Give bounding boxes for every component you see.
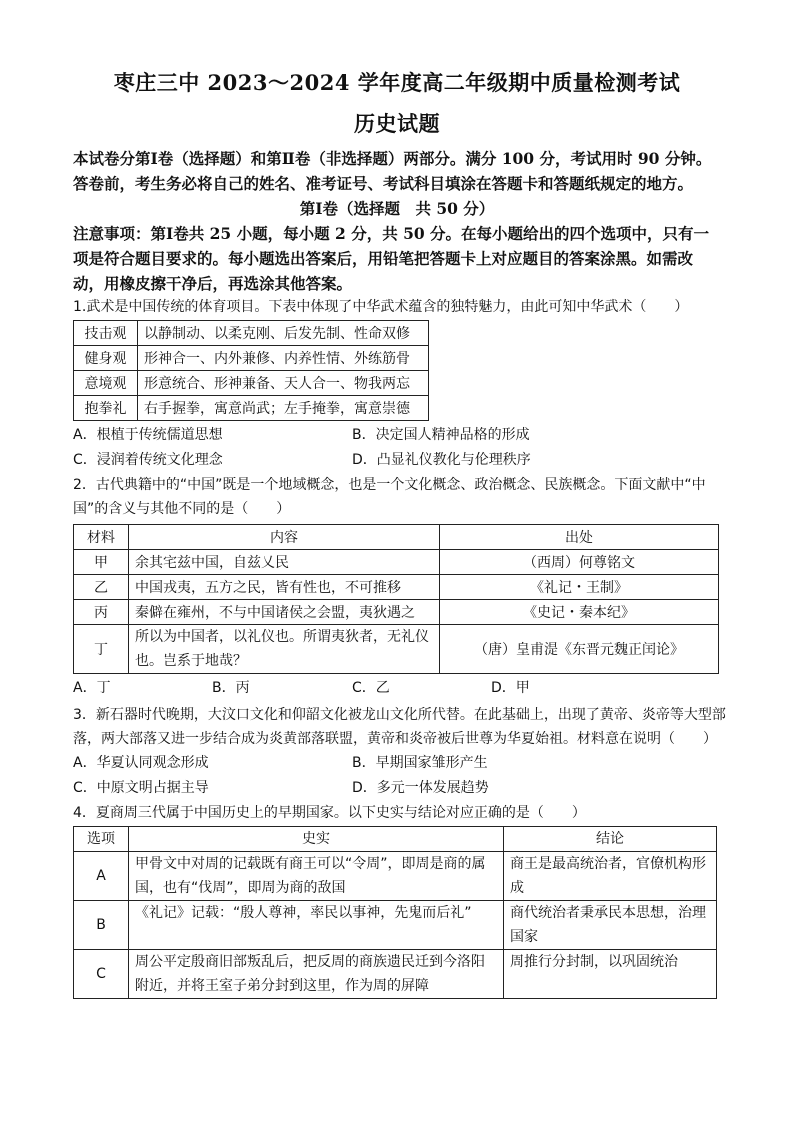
- table-row: [74, 396, 429, 421]
- q2-table: [73, 524, 719, 674]
- table-cell: （唐）皇甫湜《东晋元魏正闰论》: [440, 625, 719, 674]
- q2-option-c[interactable]: C．乙: [352, 680, 390, 696]
- q3-stem-line-1: 3．新石器时代晚期，大汶口文化和仰韶文化被龙山文化所代替。在此基础上，出现了黄帝、炎帝等大型部: [73, 707, 726, 723]
- table-cell: 商代统治者秉承民本思想，治理国家: [504, 901, 717, 950]
- table-cell: 中国戎夷，五方之民，皆有性也，不可推移: [129, 575, 440, 600]
- q2-stem-line-1: 2．古代典籍中的“中国”既是一个地域概念，也是一个文化概念、政治概念、民族概念。下面文献中“中: [73, 477, 706, 493]
- table-cell: C: [74, 950, 129, 999]
- q3-option-b[interactable]: B．早期国家雏形产生: [352, 755, 488, 771]
- table-row: [74, 321, 429, 346]
- table-header-row: [74, 827, 717, 852]
- q3-option-d[interactable]: D．多元一体发展趋势: [352, 780, 489, 796]
- table-row: [74, 371, 429, 396]
- q1-option-b[interactable]: B．决定国人精神品格的形成: [352, 427, 530, 443]
- q1-stem: 1.武术是中国传统的体育项目。下表中体现了中华武术蕴含的独特魅力，由此可知中华武术（ ）: [73, 299, 689, 315]
- table-cell: 周公平定殷商旧部叛乱后，把反周的商族遗民迁到今洛阳附近，并将王室子弟分封到这里，作为周的屏障: [129, 950, 504, 999]
- table-cell: 丁: [74, 625, 129, 674]
- table-header: 内容: [129, 525, 440, 550]
- table-cell: 丙: [74, 600, 129, 625]
- table-row: [74, 575, 719, 600]
- notice-line-1: 注意事项：第Ⅰ卷共 25 小题，每小题 2 分，共 50 分。在每小题给出的四个选项中，只有一: [73, 224, 710, 243]
- table-cell: 意境观: [74, 371, 138, 396]
- table-cell: 形神合一、内外兼修、内养性情、外练筋骨: [138, 346, 429, 371]
- table-row: [74, 625, 719, 674]
- table-row: [74, 901, 717, 950]
- notice-line-2: 项是符合题目要求的。每小题选出答案后，用铅笔把答题卡上对应题目的答案涂黑。如需改: [73, 249, 694, 268]
- intro-line-2: 答卷前，考生务必将自己的姓名、准考证号、考试科目填涂在答题卡和答题纸规定的地方。: [73, 174, 694, 193]
- table-cell: 商王是最高统治者，官僚机构形成: [504, 852, 717, 901]
- table-header: 选项: [74, 827, 129, 852]
- table-cell: 技击观: [74, 321, 138, 346]
- intro-line-1: 本试卷分第Ⅰ卷（选择题）和第Ⅱ卷（非选择题）两部分。满分 100 分，考试用时 90 分钟。: [73, 149, 712, 168]
- q2-option-d[interactable]: D．甲: [491, 680, 530, 696]
- exam-title: 枣庄三中 2023～2024 学年度高二年级期中质量检测考试: [113, 70, 681, 95]
- table-row: [74, 346, 429, 371]
- table-cell: 右手握拳，寓意尚武；左手掩拳，寓意崇德: [138, 396, 429, 421]
- table-header-row: [74, 525, 719, 550]
- table-cell: A: [74, 852, 129, 901]
- table-cell: 《史记・秦本纪》: [440, 600, 719, 625]
- q4-stem: 4．夏商周三代属于中国历史上的早期国家。以下史实与结论对应正确的是（ ）: [73, 805, 586, 821]
- table-cell: 周推行分封制，以巩固统治: [504, 950, 717, 999]
- table-header: 材料: [74, 525, 129, 550]
- q3-stem-line-2: 落，两大部落又进一步结合成为炎黄部落联盟，黄帝和炎帝被后世尊为华夏始祖。材料意在说明（ ）: [73, 731, 717, 747]
- table-row: [74, 950, 717, 999]
- q1-table: [73, 320, 429, 421]
- table-cell: 余其宅兹中国，自兹乂民: [129, 550, 440, 575]
- table-cell: 以静制动、以柔克刚、后发先制、性命双修: [138, 321, 429, 346]
- q2-option-b[interactable]: B．丙: [212, 680, 250, 696]
- table-cell: 健身观: [74, 346, 138, 371]
- q3-option-c[interactable]: C．中原文明占据主导: [73, 780, 209, 796]
- table-cell: 《礼记》记载：“殷人尊神，率民以事神，先鬼而后礼”: [129, 901, 504, 950]
- table-cell: （西周）何尊铭文: [440, 550, 719, 575]
- subject-title: 历史试题: [354, 111, 440, 136]
- q1-option-a[interactable]: A．根植于传统儒道思想: [73, 427, 223, 443]
- q1-option-d[interactable]: D．凸显礼仪教化与伦理秩序: [352, 452, 531, 468]
- q3-option-a[interactable]: A．华夏认同观念形成: [73, 755, 209, 771]
- table-cell: 乙: [74, 575, 129, 600]
- q2-stem-line-2: 国”的含义与其他不同的是（ ）: [73, 501, 291, 517]
- q4-table: [73, 826, 717, 999]
- table-cell: B: [74, 901, 129, 950]
- table-row: [74, 852, 717, 901]
- table-cell: 所以为中国者，以礼仪也。所谓夷狄者，无礼仪也。岂系于地哉？: [129, 625, 440, 674]
- table-row: [74, 550, 719, 575]
- table-cell: 抱拳礼: [74, 396, 138, 421]
- table-cell: 秦僻在雍州，不与中国诸侯之会盟，夷狄遇之: [129, 600, 440, 625]
- table-cell: 甲: [74, 550, 129, 575]
- table-header: 出处: [440, 525, 719, 550]
- table-cell: 形意统合、形神兼备、天人合一、物我两忘: [138, 371, 429, 396]
- q2-option-a[interactable]: A．丁: [73, 680, 111, 696]
- table-header: 结论: [504, 827, 717, 852]
- table-cell: 《礼记・王制》: [440, 575, 719, 600]
- q1-option-c[interactable]: C．浸润着传统文化理念: [73, 452, 223, 468]
- section-title: 第Ⅰ卷（选择题 共 50 分）: [299, 199, 495, 218]
- table-row: [74, 600, 719, 625]
- table-cell: 甲骨文中对周的记载既有商王可以“令周”，即周是商的属国，也有“伐周”，即周为商的敌国: [129, 852, 504, 901]
- notice-line-3: 动，用橡皮擦干净后，再选涂其他答案。: [73, 274, 353, 293]
- table-header: 史实: [129, 827, 504, 852]
